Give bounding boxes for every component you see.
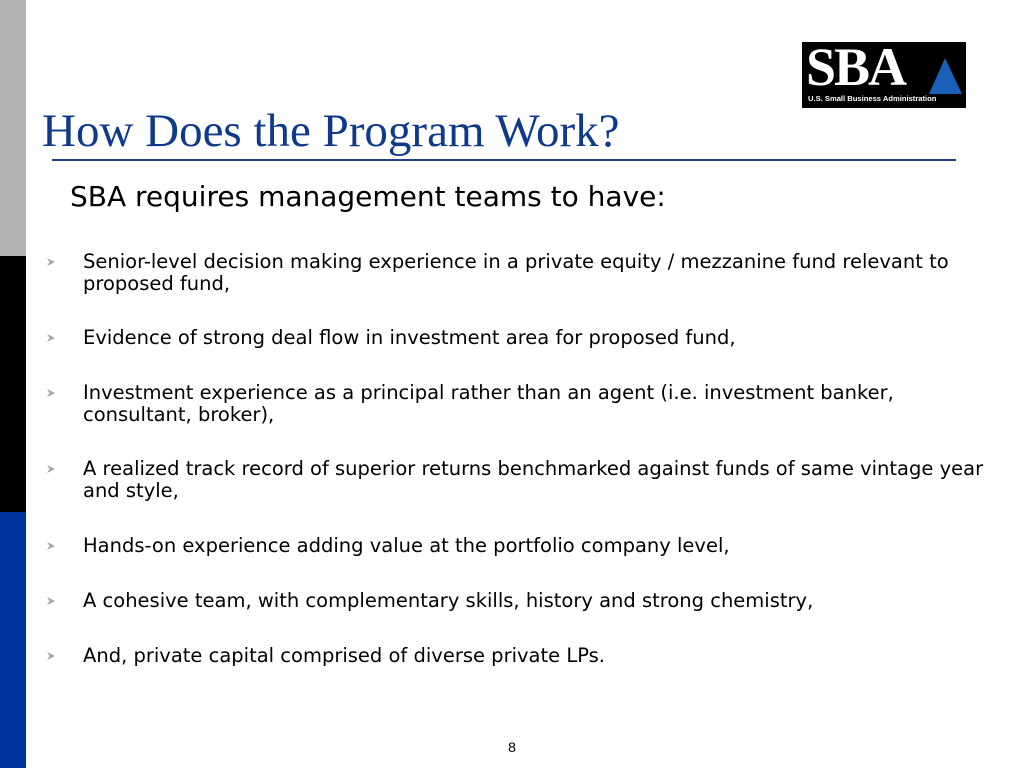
arrow-bullet-icon [46,257,56,267]
logo-letters: SBA [806,42,906,97]
sba-logo [802,42,966,108]
bullet-text: Hands-on experience adding value at the portfolio company level, [83,534,730,557]
title-underline [52,159,956,161]
left-accent-bar-blue [0,512,26,768]
bullet-text: A realized track record of superior returns benchmarked against funds of same vintage year and style, [83,457,984,502]
arrow-bullet-icon [46,541,56,551]
bullet-text: Investment experience as a principal rather than an agent (i.e. investment banker, consultant, broker), [83,381,894,426]
arrow-bullet-icon [46,651,56,661]
logo-triangle [929,58,962,94]
left-accent-bar-black [0,256,26,512]
logo-caption: U.S. Small Business Administration [808,94,937,103]
arrow-bullet-icon [46,596,56,606]
bullet-text: And, private capital comprised of diverse private LPs. [83,644,605,667]
slide-title: How Does the Program Work? [42,105,620,157]
arrow-bullet-icon [46,333,56,343]
bullet-text: Senior-level decision making experience in a private equity / mezzanine fund relevant to proposed fund, [83,250,949,295]
left-accent-bar-gray [0,0,26,256]
bullet-text: A cohesive team, with complementary skills, history and strong chemistry, [83,589,814,612]
arrow-bullet-icon [46,388,56,398]
arrow-bullet-icon [46,464,56,474]
bullet-text: Evidence of strong deal flow in investment area for proposed fund, [83,326,736,349]
slide-subtitle: SBA requires management teams to have: [70,180,666,213]
page-number: 8 [508,739,516,755]
